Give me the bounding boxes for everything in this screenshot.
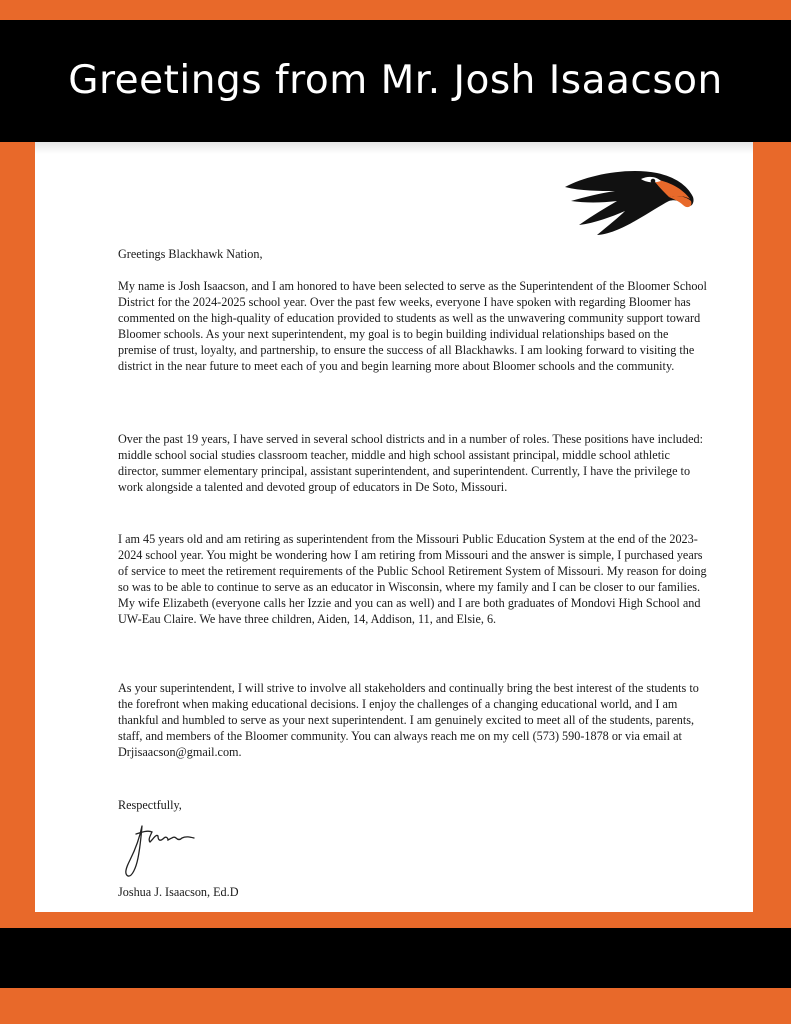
- letter-paragraph: I am 45 years old and am retiring as superintendent from the Missouri Public Education System at the end of the 2023-2024 school year. You might be wondering how I am retiring from Missouri and the answer is simple, I purchased years of service to meet the retirement requirements of the Public School Retirement System of Missouri. My reason for doing so was to be able to continue to serve as an educator in Wisconsin, where my family and I can be closer to our families. My wife Elizabeth (everyone calls her Izzie and you can as well) and I are both graduates of Mondovi High School and UW-Eau Claire. We have three children, Aiden, 14, Addison, 11, and Elsie, 6.: [118, 532, 707, 626]
- blackhawk-head-icon: [557, 165, 697, 237]
- letter-closing: Respectfully,: [118, 798, 182, 812]
- footer-band: [0, 928, 791, 988]
- letter-paragraph: My name is Josh Isaacson, and I am honored to have been selected to serve as the Superintendent of the Bloomer School District for the 2024-2025 school year. Over the past few weeks, everyone I have spoken with regarding Bloomer has commented on the high-quality of education provided to students as well as the unwavering community support toward Bloomer schools. As your next superintendent, my goal is to begin building individual relationships based on the premise of trust, loyalty, and partnership, to ensure the success of all Blackhawks. I am looking forward to visiting the district in the near future to meet each of you and begin learning more about Bloomer schools and the community.: [118, 279, 707, 373]
- letter-paragraph: As your superintendent, I will strive to involve all stakeholders and continually bring the best interest of the students to the forefront when making educational decisions. I enjoy the challenges of a changing educational world, and I am thankful and humbled to serve as your next superintendent. I am genuinely excited to meet all of the students, parents, staff, and members of the Bloomer community. You can always reach me on my cell (573) 590-1878 or via email at Drjisaacson@gmail.com.: [118, 681, 699, 759]
- page-title: Greetings from Mr. Josh Isaacson: [68, 58, 723, 103]
- letter-fold-shadow: [35, 142, 753, 154]
- letter-signer: Joshua J. Isaacson, Ed.D: [118, 885, 239, 899]
- letter-paragraph: Over the past 19 years, I have served in several school districts and in a number of roles. These positions have included: middle school social studies classroom teacher, middle and high school assistant principal, middle school athletic director, summer elementary principal, assistant superintendent, and superintendent. Currently, I have the privilege to work alongside a talented and devoted group of educators in De Soto, Missouri.: [118, 432, 703, 494]
- letter-greeting: Greetings Blackhawk Nation,: [118, 247, 263, 261]
- handwritten-signature: [118, 818, 213, 880]
